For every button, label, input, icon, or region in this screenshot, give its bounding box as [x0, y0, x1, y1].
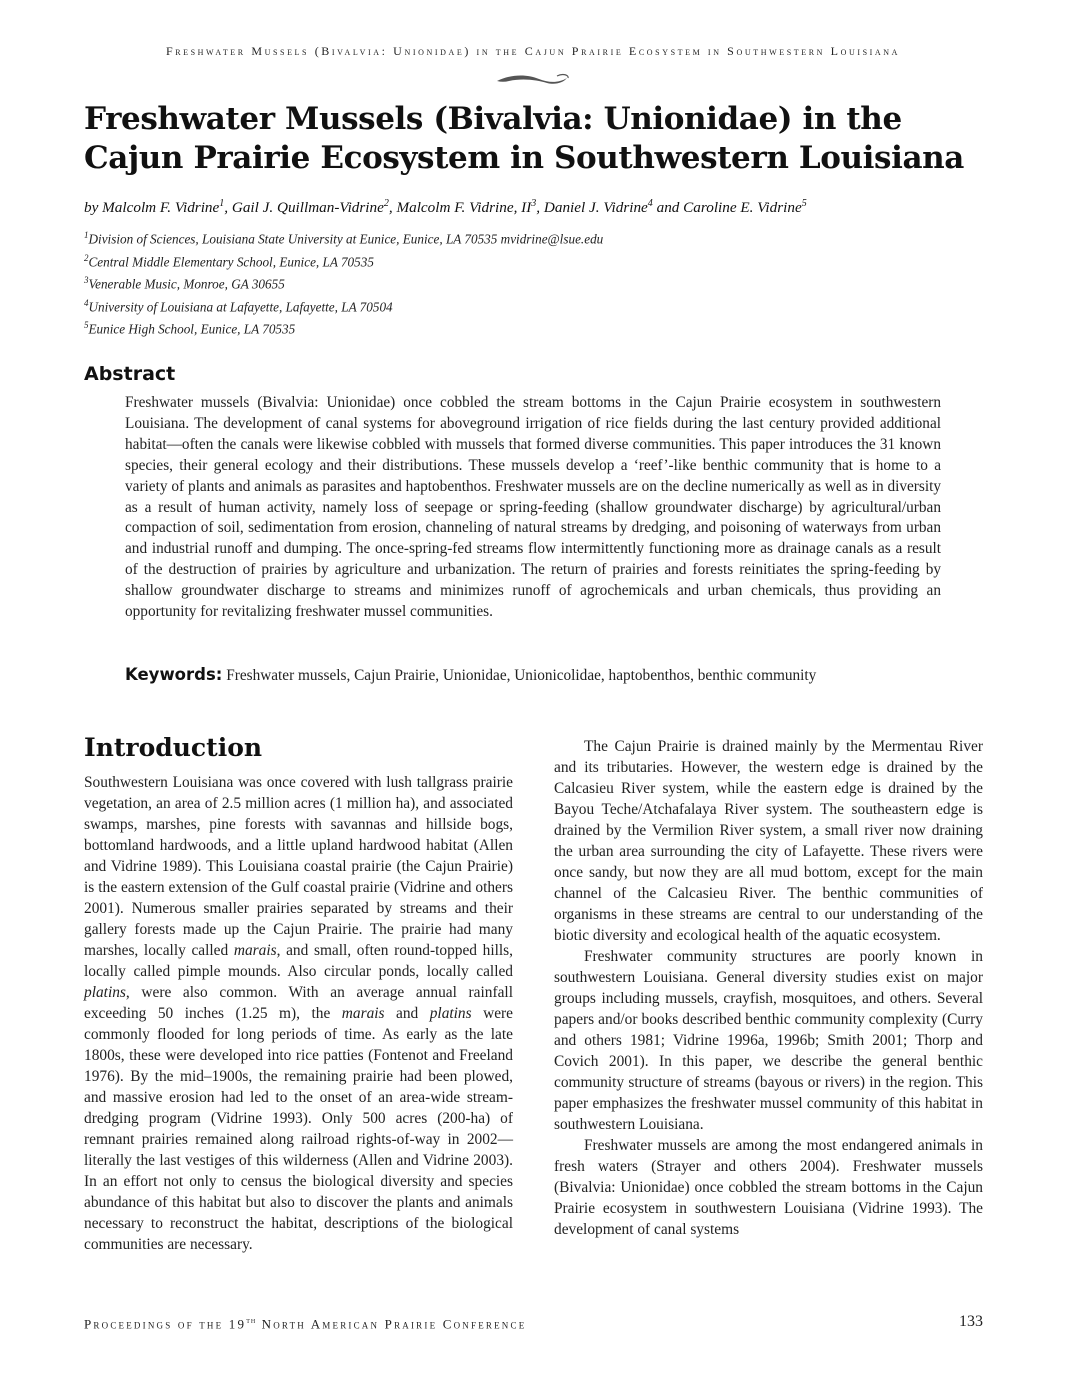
keywords: [125, 665, 1025, 685]
affiliation-line: [84, 249, 984, 272]
keywords-text: Freshwater mussels, Cajun Prairie, Unionidae, Unionicolidae, haptobenthos, benthic community: [226, 667, 817, 684]
body-paragraph: The Cajun Prairie is drained mainly by the Mermentau River and its tributaries. However, the western edge is drained by the Calcasieu River system, while the eastern edge is drained by the Bayou Teche/Atchafalaya River system. The southeastern edge is drained by the Vermilion River system, a small river now draining the urban area surrounding the city of Lafayette. These rivers were once sandy, but now they are all mud bottom, except for the main channel of the Calcasieu River. The benthic communities of organisms in these streams are central to our understanding of the biotic diversity and ecological health of the aquatic ecosystem.: [554, 738, 983, 944]
keywords-label: Keywords:: [125, 665, 223, 684]
footer-superscript: th: [246, 1316, 257, 1325]
author-name: Malcolm F. Vidrine, II: [396, 199, 532, 217]
abstract-heading: Abstract: [84, 363, 176, 385]
author-separator: ,: [388, 199, 397, 217]
italic-term: marais: [233, 942, 277, 959]
author-mark: 4: [647, 198, 653, 209]
right-column: [554, 736, 983, 1240]
intro-text: , and small, often round-topped hills, locally called pimple mounds. Also circular ponds, locally called: [84, 942, 513, 980]
affiliation-line: [84, 271, 984, 294]
affiliation-text: Central Middle Elementary School, Eunice, LA 70535: [88, 253, 374, 269]
affiliation-text: Division of Sciences, Louisiana State University at Eunice, Eunice, LA 70535 mvidrine@lsue.edu: [88, 231, 604, 247]
author-mark: 3: [531, 198, 537, 209]
body-paragraph: Freshwater mussels are among the most endangered animals in fresh waters (Strayer and others 2004). Freshwater mussels (Bivalvia: Unionidae) once cobbled the stream bottoms in the Cajun Prairie ecosystem in southwestern Louisiana (Vidrine 1993). The development of canal systems: [554, 1137, 983, 1238]
affiliation-mark: 3: [84, 275, 89, 286]
swash-ornament-icon: [493, 70, 573, 88]
author-separator: ,: [536, 199, 544, 217]
footer-text: Proceedings of the 19: [84, 1316, 247, 1332]
intro-paragraph: [84, 772, 513, 1255]
author-mark: 1: [219, 198, 225, 209]
page-number: 133: [959, 1313, 983, 1330]
left-column: [84, 772, 513, 1255]
italic-term: platins: [84, 984, 126, 1001]
affiliation-text: University of Louisiana at Lafayette, Lafayette, LA 70504: [88, 299, 393, 315]
title-line-1: Freshwater Mussels (Bivalvia: Unionidae) in the: [84, 101, 902, 137]
abstract-body: Freshwater mussels (Bivalvia: Unionidae) once cobbled the stream bottoms in the Cajun Prairie ecosystem in southwestern Louisiana. The development of canal systems for aboveground irrigation of rice fields during the last century provided additional habitat—often the canals were likewise cobbled with mussels that formed diverse communities. This paper introduces the 31 known species, their general ecology and their distributions. These mussels develop a ‘reef’-like benthic community that is home to a variety of plants and animals as parasites and haptobenthos. Freshwater mussels are on the decline numerically as well as in diversity as a result of human activity, namely loss of seepage or spring-feeding (shallow groundwater discharge) by agricultural/urban compaction of soil, sedimentation from erosion, channeling of natural streams by dredging, and poisoning of waterways from urban and industrial runoff and dumping. The once-spring-fed streams flow intermittently functioning more as drainage canals as a result of the destruction of prairies by agriculture and urbanization. The return of prairies and forests reinitiates the spring-feeding by shallow groundwater discharge to streams and minimizes runoff of agrochemicals and urban chemicals, thus providing an opportunity for revitalizing freshwater mussel communities.: [125, 394, 941, 621]
affiliation-mark: 4: [84, 297, 89, 308]
body-paragraph: Freshwater community structures are poorly known in southwestern Louisiana. General diversity studies exist on major groups including mussels, crayfish, mosquitoes, and others. Several papers and/or books described benthic community complexity (Curry and others 1981; Vidrine 1996a, 1996b; Smith 2001; Thorp and Covich 2001). In this paper, we describe the general benthic community structure of streams (bayous or rivers) in the region. This paper emphasizes the freshwater mussel community of this habitat in southwestern Louisiana.: [554, 948, 983, 1133]
footer-proceedings: [84, 1316, 526, 1332]
intro-text: and: [384, 1005, 430, 1022]
italic-term: platins: [429, 1005, 472, 1022]
introduction-heading: Introduction: [84, 733, 263, 762]
italic-term: marais: [341, 1005, 385, 1022]
affiliation-text: Venerable Music, Monroe, GA 30655: [88, 276, 285, 292]
author-name: Gail J. Quillman-Vidrine: [231, 199, 384, 217]
author-separator: and: [652, 199, 684, 217]
affiliation-line: [84, 316, 984, 339]
intro-text: , were also common. With an average annual rainfall exceeding 50 inches (1.25 m), the: [84, 984, 513, 1022]
affiliation-line: [84, 294, 984, 317]
author-byline: [84, 198, 984, 217]
title-line-2: Cajun Prairie Ecosystem in Southwestern Louisiana: [84, 140, 964, 176]
byline-prefix: by: [84, 199, 99, 217]
running-head: Freshwater Mussels (Bivalvia: Unionidae) in the Cajun Prairie Ecosystem in Southwestern Louisiana: [165, 44, 901, 58]
intro-text: were commonly flooded for long periods of time. As early as the late 1800s, these were developed into rice patties (Fontenot and Freeland 1976). By the mid–1900s, the remaining prairie had been plowed, and massive erosion had led to the onset of an area-wide stream-dredging program (Vidrine 1993). Only 500 acres (200-ha) of remnant prairies remained along railroad rights-of-way in 2002—literally the last vestiges of this wilderness (Allen and Vidrine 2003). In an effort not only to census the biological diversity and species abundance of this habitat but also to discover the plants and animals necessary to reconstruct the habitat, descriptions of the biological communities are necessary.: [84, 1005, 514, 1253]
affiliation-line: [84, 226, 984, 249]
author-name: Caroline E. Vidrine: [683, 199, 802, 217]
intro-text: Southwestern Louisiana was once covered with lush tallgrass prairie vegetation, an area of 2.5 million acres (1 million ha), and associated swamps, marshes, pine forests with savannas and hillside bogs, bottomland hardwoods, and a little upland hardwood habitat (Allen and Vidrine 1989). This Louisiana coastal prairie (the Cajun Prairie) is the eastern extension of the Gulf coastal prairie (Vidrine and others 2001). Numerous smaller prairies separated by streams and their gallery forests made up the Cajun Prairie. The prairie had many marshes, locally called: [84, 774, 513, 959]
author-separator: ,: [224, 199, 232, 217]
author-mark: 5: [801, 198, 807, 209]
footer-text: North American Prairie Conference: [256, 1316, 527, 1332]
affiliations: [84, 226, 984, 339]
affiliation-mark: 1: [84, 230, 89, 240]
affiliation-mark: 5: [84, 320, 89, 331]
page-title: [84, 100, 1004, 178]
author-name: Malcolm F. Vidrine: [102, 199, 220, 217]
author-name: Daniel J. Vidrine: [543, 199, 648, 217]
affiliation-mark: 2: [84, 252, 89, 263]
affiliation-text: Eunice High School, Eunice, LA 70535: [88, 321, 296, 337]
author-mark: 2: [383, 198, 389, 209]
